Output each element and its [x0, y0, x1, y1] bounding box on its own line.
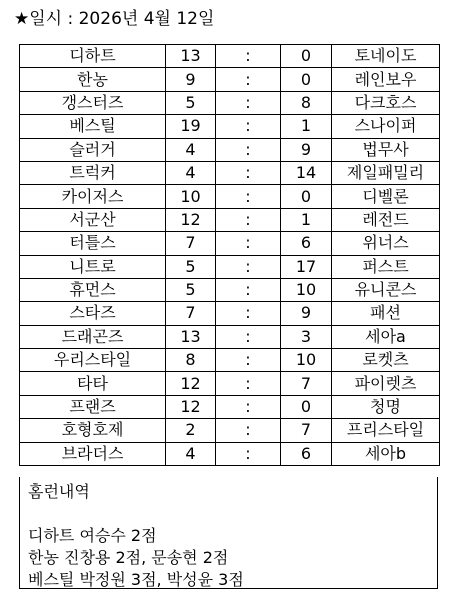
home-score-cell: 5	[166, 278, 216, 301]
home-score-cell: 4	[166, 138, 216, 161]
home-run-notes	[19, 477, 438, 589]
score-table	[19, 44, 440, 466]
home-team-cell: 슬러거	[20, 138, 166, 161]
match-row	[20, 161, 440, 184]
score-separator-cell: :	[216, 255, 281, 278]
match-row	[20, 349, 440, 372]
away-score-cell: 3	[281, 325, 332, 348]
home-team-cell: 프랜즈	[20, 395, 166, 418]
away-team-cell: 레전드	[332, 208, 440, 231]
away-score-cell: 0	[281, 45, 332, 68]
away-team-cell: 레인보우	[332, 68, 440, 91]
score-separator-cell: :	[216, 161, 281, 184]
match-row	[20, 68, 440, 91]
home-score-cell: 12	[166, 372, 216, 395]
score-separator-cell: :	[216, 45, 281, 68]
away-score-cell: 1	[281, 115, 332, 138]
home-score-cell: 13	[166, 325, 216, 348]
away-score-cell: 9	[281, 302, 332, 325]
away-score-cell: 6	[281, 442, 332, 465]
away-score-cell: 6	[281, 232, 332, 255]
home-score-cell: 8	[166, 349, 216, 372]
home-team-cell: 디하트	[20, 45, 166, 68]
match-row	[20, 372, 440, 395]
away-team-cell: 위너스	[332, 232, 440, 255]
score-separator-cell: :	[216, 208, 281, 231]
home-team-cell: 트럭커	[20, 161, 166, 184]
notes-heading: 홈런내역	[28, 482, 90, 501]
match-row	[20, 302, 440, 325]
match-row	[20, 138, 440, 161]
score-separator-cell: :	[216, 278, 281, 301]
away-team-cell: 법무사	[332, 138, 440, 161]
home-team-cell: 베스틸	[20, 115, 166, 138]
home-team-cell: 우리스타일	[20, 349, 166, 372]
home-score-cell: 13	[166, 45, 216, 68]
home-score-cell: 9	[166, 68, 216, 91]
home-score-cell: 2	[166, 419, 216, 442]
home-score-cell: 12	[166, 208, 216, 231]
home-team-cell: 니트로	[20, 255, 166, 278]
home-team-cell: 스타즈	[20, 302, 166, 325]
match-row	[20, 185, 440, 208]
away-score-cell: 7	[281, 419, 332, 442]
home-score-cell: 19	[166, 115, 216, 138]
home-team-cell: 터틀스	[20, 232, 166, 255]
home-score-cell: 5	[166, 255, 216, 278]
home-team-cell: 호형호제	[20, 419, 166, 442]
away-score-cell: 7	[281, 372, 332, 395]
home-team-cell: 타타	[20, 372, 166, 395]
score-separator-cell: :	[216, 442, 281, 465]
match-row	[20, 395, 440, 418]
score-separator-cell: :	[216, 91, 281, 114]
home-team-cell: 갱스터즈	[20, 91, 166, 114]
away-score-cell: 0	[281, 395, 332, 418]
home-team-cell: 휴먼스	[20, 278, 166, 301]
away-score-cell: 10	[281, 278, 332, 301]
notes-line: 디하트 여승수 2점	[28, 526, 157, 545]
away-score-cell: 17	[281, 255, 332, 278]
away-score-cell: 8	[281, 91, 332, 114]
away-team-cell: 스나이퍼	[332, 115, 440, 138]
home-team-cell: 드래곤즈	[20, 325, 166, 348]
score-separator-cell: :	[216, 395, 281, 418]
away-team-cell: 제일패밀리	[332, 161, 440, 184]
home-team-cell: 브라더스	[20, 442, 166, 465]
away-team-cell: 패션	[332, 302, 440, 325]
away-team-cell: 로켓츠	[332, 349, 440, 372]
notes-line: 베스틸 박정원 3점, 박성윤 3점	[28, 570, 244, 589]
score-separator-cell: :	[216, 419, 281, 442]
away-team-cell: 프리스타일	[332, 419, 440, 442]
match-row	[20, 278, 440, 301]
away-score-cell: 10	[281, 349, 332, 372]
home-score-cell: 5	[166, 91, 216, 114]
home-team-cell: 한농	[20, 68, 166, 91]
match-row	[20, 255, 440, 278]
away-team-cell: 토네이도	[332, 45, 440, 68]
home-score-cell: 4	[166, 442, 216, 465]
match-row	[20, 325, 440, 348]
score-separator-cell: :	[216, 68, 281, 91]
away-score-cell: 0	[281, 185, 332, 208]
home-score-cell: 7	[166, 302, 216, 325]
away-score-cell: 9	[281, 138, 332, 161]
match-row	[20, 442, 440, 465]
match-row	[20, 208, 440, 231]
away-team-cell: 세아b	[332, 442, 440, 465]
away-team-cell: 유니콘스	[332, 278, 440, 301]
score-separator-cell: :	[216, 138, 281, 161]
score-separator-cell: :	[216, 232, 281, 255]
away-team-cell: 청명	[332, 395, 440, 418]
away-score-cell: 1	[281, 208, 332, 231]
away-team-cell: 퍼스트	[332, 255, 440, 278]
score-separator-cell: :	[216, 325, 281, 348]
away-team-cell: 세아a	[332, 325, 440, 348]
score-separator-cell: :	[216, 372, 281, 395]
page-title: ★일시 : 2026년 4월 12일	[14, 9, 215, 29]
score-separator-cell: :	[216, 302, 281, 325]
score-separator-cell: :	[216, 115, 281, 138]
score-separator-cell: :	[216, 349, 281, 372]
notes-spacer	[28, 503, 429, 525]
away-score-cell: 14	[281, 161, 332, 184]
home-score-cell: 4	[166, 161, 216, 184]
match-row	[20, 419, 440, 442]
match-row	[20, 45, 440, 68]
home-score-cell: 10	[166, 185, 216, 208]
match-row	[20, 232, 440, 255]
home-team-cell: 카이저스	[20, 185, 166, 208]
match-row	[20, 115, 440, 138]
home-score-cell: 7	[166, 232, 216, 255]
away-team-cell: 다크호스	[332, 91, 440, 114]
away-team-cell: 파이렛츠	[332, 372, 440, 395]
notes-line: 한농 진창용 2점, 문송현 2점	[28, 548, 229, 567]
match-row	[20, 91, 440, 114]
home-score-cell: 12	[166, 395, 216, 418]
away-score-cell: 0	[281, 68, 332, 91]
score-separator-cell: :	[216, 185, 281, 208]
score-table-body	[20, 45, 440, 466]
home-team-cell: 서군산	[20, 208, 166, 231]
away-team-cell: 디벨론	[332, 185, 440, 208]
